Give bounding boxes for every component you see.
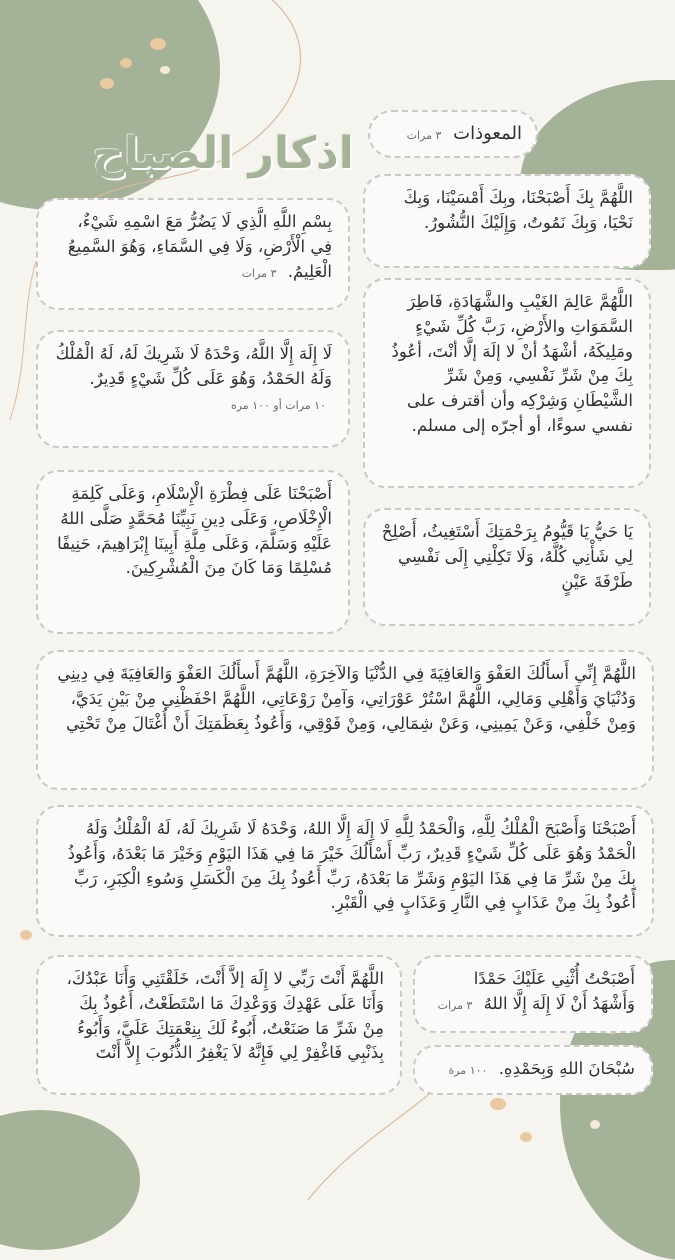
- dhikr-card-8: [36, 805, 654, 937]
- dhikr-text: اللَّهُمَّ بِكَ أَصْبَحْنَا، وبِكَ أَمْسَيْنَا، وَبِكَ نَحْيَا، وَبِكَ نَمُوتُ، وَإِلَيْكَ النُّشُورُ.: [403, 188, 633, 232]
- dhikr-count: ٣ مرات: [437, 998, 473, 1012]
- dhikr-card-9: [413, 955, 653, 1033]
- dhikr-text: لَا إِلَهَ إِلَّا اللَّهُ، وَحْدَهُ لَا شَرِيكَ لَهُ، لَهُ الْمُلْكُ وَلَهُ الحَمْدُ، وَهُوَ عَلَى كُلِّ شَيْءٍ قَدِيرٌ.: [55, 344, 332, 388]
- dhikr-text: يَا حَيُّ يَا قَيُّومُ بِرَحْمَتِكَ أَسْتَغِيثُ، أَصْلِحْ لِي شَأْنِي كُلَّهُ، وَلَا تَكِلْنِي إِلَى نَفْسِي طَرْفَةَ عَيْنٍ: [381, 522, 633, 591]
- dhikr-text: أَصْبَحْنَا وَأَصْبَحَ الْمُلْكُ لِلَّهِ، وَالْحَمْدُ لِلَّهِ لَا إِلَهَ إِلَّا اللهُ، وَحْدَهُ لَا شَرِيكَ لَهُ، لَهُ الْمُلْكُ وَلَهُ الْحَمْدُ وَهُوَ عَلَى كُلِّ شَيْءٍ قَدِيرٌ، رَبِّ أَسْأَلُكَ خَيْرَ مَا فِي هَذَا اليَوْمِ وَخَيْرَ مَا بَعْدَهُ، وَأَعُوذُ بِكَ مِنْ شَرِّ مَا فِي هَذَا اليَوْمِ وَشَرِّ مَا بَعْدَهُ، رَبِّ أَعُوذُ بِكَ مِنَ الْكَسَلِ وَسُوءِ الْكِبَرِ، رَبِّ أَعُوذُ بِكَ مِنْ عَذَابٍ فِي النَّارِ وَعَذَابٍ فِي الْقَبْرِ.: [67, 819, 636, 913]
- pill-count: ٣ مرات: [406, 129, 442, 142]
- dhikr-text: أَصْبَحْتُ أُثْنِي عَلَيْكَ حَمْدًا وَأَشْهَدُ أَنْ لَا إِلَهَ إِلَّا اللهُ: [473, 969, 635, 1013]
- decorative-dot: [120, 58, 132, 68]
- dhikr-count: ١٠٠ مرة: [448, 1064, 488, 1077]
- dhikr-card-10: [36, 955, 402, 1095]
- dhikr-card-1: [363, 174, 651, 268]
- dhikr-card-5: [363, 508, 651, 626]
- dhikr-card-4: [36, 330, 350, 448]
- dhikr-card-7: [36, 650, 654, 790]
- pill-label: المعوذات: [453, 123, 522, 144]
- dhikr-card-3: [363, 278, 651, 488]
- decorative-dot: [590, 1120, 600, 1129]
- dhikr-text: سُبْحَانَ اللهِ وَبِحَمْدِهِ.: [498, 1059, 635, 1078]
- dhikr-text: بِسْمِ اللَّهِ الَّذِي لَا يَضُرُّ مَعَ اسْمِهِ شَيْءٌ، فِي الْأَرْضِ، وَلَا فِي السَّمَاءِ، وَهُوَ السَّمِيعُ الْعَلِيمُ.: [67, 212, 332, 281]
- dhikr-card-11: [413, 1045, 653, 1095]
- dhikr-count: ٣ مرات: [241, 266, 277, 280]
- dhikr-text: اللَّهُمَّ أَنْتَ رَبِّي لا إِلَهَ إلاَّ أَنْتَ، خَلَقْتَنِي وَأَنَا عَبْدُكَ، وَأَنَا عَلَى عَهْدِكَ وَوَعْدِكَ مَا اسْتَطَعْتُ، أَعُوذُ بِكَ مِنْ شَرِّ مَا صَنَعْتُ، أَبُوءُ لَكَ بِنِعْمَتِكَ عَلَيَّ، وَأَبُوءُ بِذَنْبِي فَاغْفِرْ لِي فَإِنَّهُ لاَ يَغْفِرُ الذُّنُوبَ إِلاَّ أَنْتَ: [66, 969, 384, 1063]
- decorative-dot: [520, 1132, 532, 1142]
- decorative-dot: [150, 38, 166, 50]
- dhikr-card-6: [36, 470, 350, 634]
- dhikr-text: اللَّهُمَّ إِنِّي أَسأَلُكَ العَفْوَ وَالعَافِيَةَ فِي الدُّنْيَا وَالآخِرَةِ، اللَّهُمَّ أَسأَلُكَ العَفْوَ وَالعَافِيَةَ فِي دِينِي وَدُنْيَايَ وَأَهْلِي وَمَالِي، اللَّهُمَّ اسْتُرْ عَوْرَاتِي، وَآمِنْ رَوْعَاتِي، اللَّهُمَّ احْفَظْنِي مِنْ بَيْنِ يَدَيَّ، وَمِنْ خَلْفِي، وَعَنْ يَمِينِي، وَعَنْ شِمَالِي، وَمِنْ فَوْقِي، وَأَعُوذُ بِعَظَمَتِكَ أَنْ أُغْتَالَ مِنْ تَحْتِي: [57, 664, 636, 733]
- decorative-dot: [490, 1098, 506, 1110]
- dhikr-count: ١٠ مرات أو ١٠٠ مره: [230, 398, 326, 412]
- decorative-dot: [100, 78, 114, 89]
- page-title: اذكار الصباح: [92, 128, 354, 179]
- muawwidhat-pill: [368, 110, 538, 158]
- decorative-dot: [20, 930, 32, 940]
- dhikr-text: أَصْبَحْنَا عَلَى فِطْرَةِ الْإِسْلَامِ، وَعَلَى كَلِمَةِ الْإِخْلَاصِ، وَعَلَى دِينِ نَبِيِّنَا مُحَمَّدٍ صَلَّى اللهُ عَلَيْهِ وَسَلَّمَ، وَعَلَى مِلَّةِ أَبِينَا إِبْرَاهِيمَ، حَنِيفًا مُسْلِمًا وَمَا كَانَ مِنَ الْمُشْرِكِينَ.: [57, 484, 332, 578]
- dhikr-card-2: [36, 198, 350, 310]
- dhikr-text: اللَّهُمَّ عَالِمَ الغَيْبِ والشَّهَادَةِ، فَاطِرَ السَّمَوَاتِ والأَرْضِ، رَبَّ كُلِّ شَيْءٍ ومَلِيكَهُ، أشْهَدُ أنْ لا إلَهَ إلَّا أنْتَ، أعُوذُ بِكَ مِنْ شَرِّ نَفْسِي، وَمِنْ شَرِّ الشَّيْطَانِ وَشِرْكِه وأن أقترف على نفسي سوءًا، أو أجرّه إلى مسلم.: [391, 292, 633, 435]
- decorative-dot: [160, 66, 170, 74]
